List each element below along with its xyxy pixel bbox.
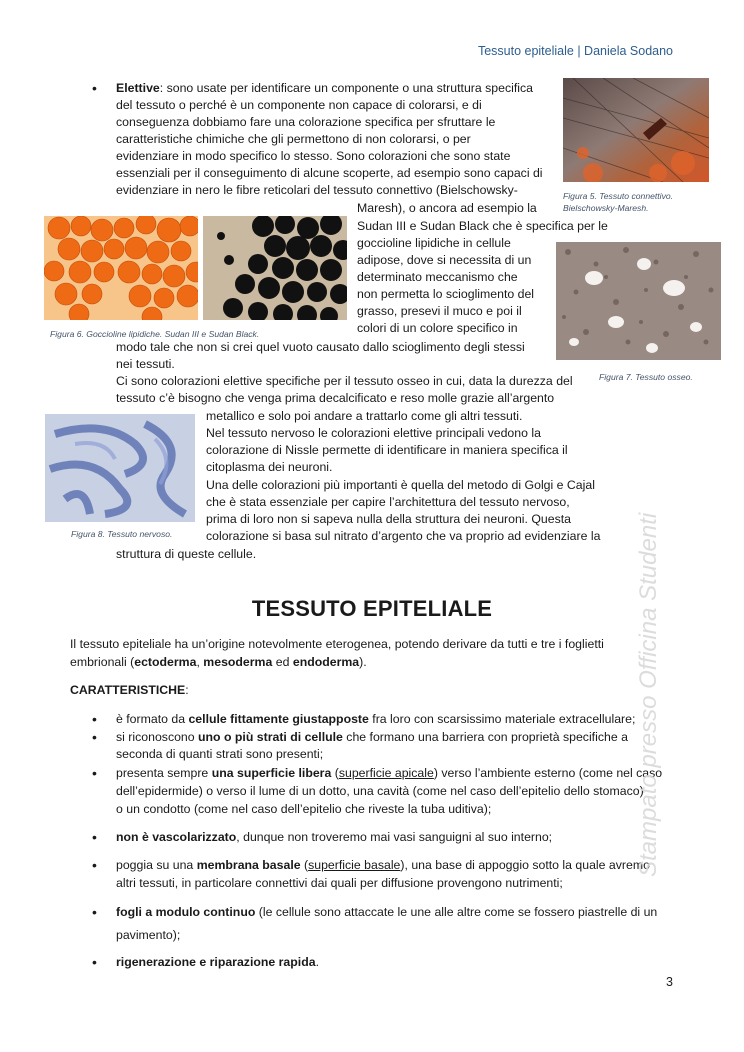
bullet-line: è formato da cellule fittamente giustapposte fra loro con scarsissimo materiale extracellulare; bbox=[116, 712, 636, 726]
bullet-dot: • bbox=[92, 954, 97, 970]
bullet-line: non è vascolarizzato, dunque non troveremo mai vasi sanguigni al suo interno; bbox=[116, 830, 553, 844]
paragraph-line: prima di loro non si sapeva nulla della struttura dei neuroni. Questa bbox=[206, 512, 572, 526]
section-title: TESSUTO EPITELIALE bbox=[251, 596, 493, 621]
paragraph-line: Ci sono colorazioni elettive specifiche per il tessuto osseo in cui, data la durezza del bbox=[116, 374, 573, 388]
bullet-line: dell’epidermide) o verso il lume di un dotto, una cavità (come nel caso dell’epitelio dello stomaco) bbox=[116, 784, 644, 798]
paragraph-line: determinato meccanismo che bbox=[357, 270, 518, 284]
paragraph-line: colorazione si basa sul nitrato d’argento che va proprio ad evidenziare la bbox=[206, 529, 601, 543]
paragraph-line: caratteristiche chimiche che gli permettono di non colorarsi, o per bbox=[116, 132, 471, 146]
paragraph-line: Elettive: sono usate per identificare un componente o una struttura specifica bbox=[116, 81, 533, 95]
bullet-dot: • bbox=[92, 904, 97, 920]
bullet-line: pavimento); bbox=[116, 928, 181, 942]
figure-8-nervous-tissue-image bbox=[45, 414, 195, 522]
paragraph-line: goccioline lipidiche in cellule bbox=[357, 236, 511, 250]
bullet-dot: • bbox=[92, 711, 97, 727]
bullet-line: fogli a modulo continuo (le cellule sono attaccate le une alle altre come se fossero piastrelle di un bbox=[116, 905, 658, 919]
page-number: 3 bbox=[666, 975, 673, 989]
running-header: Tessuto epiteliale | Daniela Sodano bbox=[477, 44, 673, 58]
bullet-line: poggia su una membrana basale (superficie basale), una base di appoggio sotto la quale avremo bbox=[116, 858, 650, 872]
term-elettive: Elettive bbox=[116, 81, 160, 95]
paragraph-line: nei tessuti. bbox=[116, 357, 175, 371]
figure-8-caption: Figura 8. Tessuto nervoso. bbox=[71, 529, 173, 539]
paragraph-line: Nel tessuto nervoso le colorazioni elettive principali vedono la bbox=[206, 426, 541, 440]
bullet-line: altri tessuti, in particolare connettivi dai quali per diffusione provengono nutrimenti; bbox=[116, 876, 563, 890]
figure-7-bone-tissue-image bbox=[556, 242, 721, 360]
vertical-watermark: Stampato presso Officina Studenti bbox=[635, 512, 662, 877]
figure-5-connective-tissue-image bbox=[563, 78, 709, 182]
figure-5-caption: Figura 5. Tessuto connettivo. Bielschowsky-Maresh. bbox=[563, 191, 674, 213]
paragraph-line: del tessuto o perché è un componente non capace di colorarsi, e di bbox=[116, 98, 482, 112]
intro-line: embrionali (ectoderma, mesoderma ed endoderma). bbox=[70, 655, 367, 669]
bullet-dot: • bbox=[92, 729, 97, 745]
paragraph-line: struttura di queste cellule. bbox=[116, 547, 257, 561]
paragraph-line: Sudan III e Sudan Black che è specifica per le bbox=[357, 219, 608, 233]
paragraph-line: tessuto c’è bisogno che venga prima decalcificato e reso molle grazie all’argento bbox=[116, 391, 555, 405]
caratteristiche-heading: CARATTERISTICHE: bbox=[70, 683, 189, 697]
paragraph-line: conseguenza dobbiamo fare una colorazione specifica per sfruttare le bbox=[116, 115, 496, 129]
figure-6-sudan-iii-image bbox=[44, 216, 198, 320]
bullet-line: seconda di quanti strati sono presenti; bbox=[116, 747, 324, 761]
bullet-line: rigenerazione e riparazione rapida. bbox=[116, 955, 319, 969]
paragraph-line: colorazione di Nissle permette di identificare in maniera specifica il bbox=[206, 443, 568, 457]
paragraph-line: colori di un colore specifico in bbox=[357, 321, 518, 335]
paragraph-line: Maresh), o ancora ad esempio la bbox=[357, 201, 537, 215]
bullet-dot: • bbox=[92, 857, 97, 873]
paragraph-line: Una delle colorazioni più importanti è quella del metodo di Golgi e Cajal bbox=[206, 478, 595, 492]
figure-6-caption: Figura 6. Goccioline lipidiche. Sudan III e Sudan Black. bbox=[50, 329, 260, 339]
figure-6-sudan-black-image bbox=[203, 216, 347, 320]
bullet-line: si riconoscono uno o più strati di cellule che formano una barriera con proprietà specifiche a bbox=[116, 730, 628, 744]
paragraph-line: grasso, presevi il muco e poi il bbox=[357, 304, 522, 318]
figure-7-caption: Figura 7. Tessuto osseo. bbox=[599, 372, 693, 382]
paragraph-line: citoplasma dei neuroni. bbox=[206, 460, 333, 474]
bullet-line: presenta sempre una superficie libera (superficie apicale) verso l’ambiente esterno (come nel caso bbox=[116, 766, 663, 780]
paragraph-line: che è stata essenziale per capire l’architettura del tessuto nervoso, bbox=[206, 495, 570, 509]
intro-line: Il tessuto epiteliale ha un’origine notevolmente eterogenea, potendo derivare da tutti e tre i foglietti bbox=[70, 637, 604, 651]
paragraph-line: modo tale che non si crei quel vuoto causato dallo scioglimento degli stessi bbox=[116, 340, 525, 354]
paragraph-line: metallico e solo poi andare a trattarlo come gli altri tessuti. bbox=[206, 409, 523, 423]
paragraph-line: essenziali per il conseguimento di alcune scoperte, ad esempio sono capaci di bbox=[116, 166, 543, 180]
paragraph-line: evidenziare in nero le fibre reticolari del tessuto connettivo (Bielschowsky- bbox=[116, 183, 518, 197]
bullet-dot: • bbox=[92, 829, 97, 845]
paragraph-line: adipose, dove si necessita di un bbox=[357, 253, 532, 267]
bullet-dot: • bbox=[92, 765, 97, 781]
bullet-dot: • bbox=[92, 80, 97, 96]
paragraph-line: evidenziare in modo specifico lo stesso. Sono colorazioni che sono state bbox=[116, 149, 511, 163]
bullet-line: o un condotto (come nel caso dell’epitelio che riveste la tuba uditiva); bbox=[116, 802, 492, 816]
paragraph-line: non permetta lo scioglimento del bbox=[357, 287, 535, 301]
